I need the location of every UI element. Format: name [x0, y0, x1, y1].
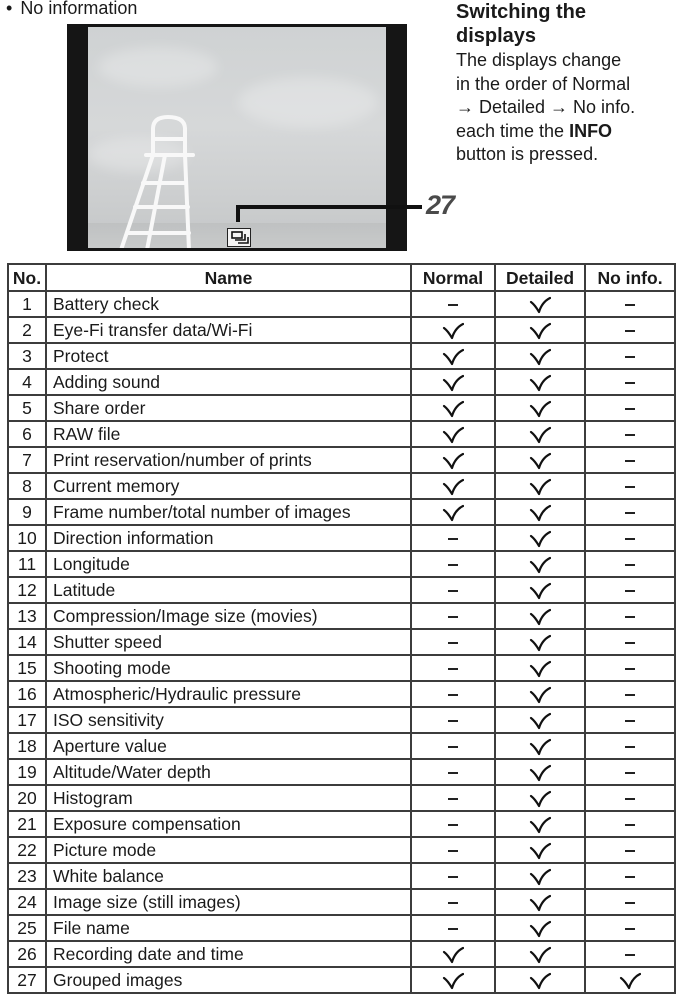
normal-cell — [411, 967, 495, 993]
check-icon — [529, 320, 551, 339]
camera-display-illustration — [67, 24, 407, 251]
no-info-cell — [585, 889, 675, 915]
no-info-cell — [585, 759, 675, 785]
callout-number: 27 — [426, 190, 455, 220]
dash-icon — [448, 746, 458, 748]
normal-cell — [411, 759, 495, 785]
dash-icon — [625, 590, 635, 592]
detailed-cell — [495, 629, 585, 655]
dash-icon — [625, 642, 635, 644]
row-name: RAW file — [46, 421, 411, 447]
dash-icon — [625, 902, 635, 904]
check-icon — [529, 736, 551, 755]
check-icon — [529, 476, 551, 495]
row-number: 5 — [8, 395, 46, 421]
normal-cell — [411, 369, 495, 395]
note-title — [456, 0, 676, 48]
check-icon — [442, 398, 464, 417]
check-icon — [442, 372, 464, 391]
no-info-cell — [585, 733, 675, 759]
dash-icon — [625, 850, 635, 852]
dash-icon — [448, 902, 458, 904]
dash-icon — [625, 772, 635, 774]
check-icon — [529, 684, 551, 703]
row-number: 2 — [8, 317, 46, 343]
dash-icon — [625, 564, 635, 566]
no-info-cell — [585, 343, 675, 369]
dash-icon — [448, 850, 458, 852]
dash-icon — [625, 746, 635, 748]
table-row — [8, 837, 675, 863]
row-number: 14 — [8, 629, 46, 655]
row-name: Histogram — [46, 785, 411, 811]
table-row — [8, 395, 675, 421]
detailed-cell — [495, 447, 585, 473]
table-row — [8, 733, 675, 759]
check-icon — [529, 580, 551, 599]
normal-cell — [411, 863, 495, 889]
detailed-cell — [495, 785, 585, 811]
detailed-cell — [495, 915, 585, 941]
check-icon — [619, 970, 641, 989]
dash-icon — [625, 538, 635, 540]
row-number: 19 — [8, 759, 46, 785]
normal-cell — [411, 343, 495, 369]
no-info-cell — [585, 707, 675, 733]
dash-icon — [625, 720, 635, 722]
check-icon — [529, 450, 551, 469]
no-info-cell — [585, 915, 675, 941]
check-icon — [529, 814, 551, 833]
normal-cell — [411, 707, 495, 733]
dash-icon — [625, 330, 635, 332]
no-info-cell — [585, 837, 675, 863]
table-row — [8, 421, 675, 447]
check-icon — [529, 606, 551, 625]
dash-icon — [448, 590, 458, 592]
row-name: Shooting mode — [46, 655, 411, 681]
dash-icon — [625, 460, 635, 462]
detailed-cell — [495, 707, 585, 733]
normal-cell — [411, 655, 495, 681]
detailed-cell — [495, 889, 585, 915]
bullet-dot: • — [6, 0, 13, 18]
detailed-cell — [495, 499, 585, 525]
check-icon — [529, 892, 551, 911]
no-info-cell — [585, 421, 675, 447]
row-number: 20 — [8, 785, 46, 811]
row-name: Picture mode — [46, 837, 411, 863]
detailed-cell — [495, 421, 585, 447]
no-info-cell — [585, 967, 675, 993]
normal-cell — [411, 603, 495, 629]
normal-cell — [411, 317, 495, 343]
dash-icon — [625, 824, 635, 826]
row-name: Print reservation/number of prints — [46, 447, 411, 473]
table-row — [8, 681, 675, 707]
detailed-cell — [495, 967, 585, 993]
dash-icon — [625, 408, 635, 410]
dash-icon — [625, 876, 635, 878]
dash-icon — [448, 876, 458, 878]
detailed-cell — [495, 681, 585, 707]
dash-icon — [448, 694, 458, 696]
check-icon — [529, 658, 551, 677]
table-row — [8, 343, 675, 369]
table-row — [8, 759, 675, 785]
dash-icon — [625, 694, 635, 696]
row-number: 9 — [8, 499, 46, 525]
normal-cell — [411, 811, 495, 837]
table-row — [8, 577, 675, 603]
dash-icon — [625, 304, 635, 306]
dash-icon — [625, 668, 635, 670]
row-name: Altitude/Water depth — [46, 759, 411, 785]
no-info-cell — [585, 863, 675, 889]
normal-cell — [411, 525, 495, 551]
check-icon — [529, 502, 551, 521]
no-info-cell — [585, 525, 675, 551]
row-name: White balance — [46, 863, 411, 889]
check-icon — [529, 294, 551, 313]
table-row — [8, 525, 675, 551]
cloud — [98, 47, 218, 87]
dash-icon — [448, 772, 458, 774]
no-info-cell — [585, 603, 675, 629]
row-number: 1 — [8, 291, 46, 317]
detailed-cell — [495, 603, 585, 629]
table-row — [8, 551, 675, 577]
no-info-cell — [585, 395, 675, 421]
row-number: 12 — [8, 577, 46, 603]
row-name: Image size (still images) — [46, 889, 411, 915]
normal-cell — [411, 577, 495, 603]
check-icon — [529, 866, 551, 885]
table-row — [8, 629, 675, 655]
detailed-cell — [495, 473, 585, 499]
note-body — [456, 49, 676, 167]
row-name: ISO sensitivity — [46, 707, 411, 733]
row-number: 23 — [8, 863, 46, 889]
table-row — [8, 967, 675, 993]
dash-icon — [625, 798, 635, 800]
table-row — [8, 369, 675, 395]
check-icon — [529, 372, 551, 391]
row-number: 17 — [8, 707, 46, 733]
dash-icon — [625, 434, 635, 436]
row-name: Exposure compensation — [46, 811, 411, 837]
dash-icon — [448, 304, 458, 306]
check-icon — [442, 346, 464, 365]
table-row — [8, 915, 675, 941]
normal-cell — [411, 447, 495, 473]
no-info-cell — [585, 785, 675, 811]
normal-cell — [411, 291, 495, 317]
row-number: 24 — [8, 889, 46, 915]
check-icon — [442, 944, 464, 963]
callout-line-horizontal — [236, 205, 422, 209]
detailed-cell — [495, 343, 585, 369]
normal-cell — [411, 733, 495, 759]
row-name: Eye-Fi transfer data/Wi-Fi — [46, 317, 411, 343]
row-number: 18 — [8, 733, 46, 759]
no-info-cell — [585, 473, 675, 499]
row-number: 22 — [8, 837, 46, 863]
row-number: 27 — [8, 967, 46, 993]
table-row — [8, 603, 675, 629]
row-number: 16 — [8, 681, 46, 707]
note-body-line: in the order of Normal — [456, 73, 631, 94]
check-icon — [529, 970, 551, 989]
switching-displays-note — [456, 0, 676, 167]
check-icon — [442, 320, 464, 339]
normal-cell — [411, 499, 495, 525]
normal-cell — [411, 837, 495, 863]
check-icon — [529, 944, 551, 963]
row-name: Aperture value — [46, 733, 411, 759]
note-body-line: → Detailed → No info. — [456, 97, 636, 117]
detailed-cell — [495, 733, 585, 759]
row-name: Longitude — [46, 551, 411, 577]
check-icon — [529, 528, 551, 547]
row-number: 25 — [8, 915, 46, 941]
check-icon — [442, 476, 464, 495]
detailed-cell — [495, 369, 585, 395]
detailed-cell — [495, 525, 585, 551]
detailed-cell — [495, 941, 585, 967]
header-no-info: No info. — [585, 264, 675, 291]
check-icon — [529, 632, 551, 651]
check-icon — [529, 918, 551, 937]
row-name: File name — [46, 915, 411, 941]
normal-cell — [411, 941, 495, 967]
normal-cell — [411, 551, 495, 577]
header-normal: Normal — [411, 264, 495, 291]
check-icon — [529, 710, 551, 729]
dash-icon — [448, 824, 458, 826]
normal-cell — [411, 681, 495, 707]
normal-cell — [411, 421, 495, 447]
no-info-cell — [585, 369, 675, 395]
no-info-cell — [585, 291, 675, 317]
normal-cell — [411, 629, 495, 655]
row-name: Compression/Image size (movies) — [46, 603, 411, 629]
normal-cell — [411, 785, 495, 811]
detailed-cell — [495, 317, 585, 343]
dash-icon — [448, 928, 458, 930]
no-info-cell — [585, 447, 675, 473]
check-icon — [442, 502, 464, 521]
no-info-cell — [585, 941, 675, 967]
row-name: Current memory — [46, 473, 411, 499]
normal-cell — [411, 395, 495, 421]
row-name: Share order — [46, 395, 411, 421]
detailed-cell — [495, 395, 585, 421]
detailed-cell — [495, 577, 585, 603]
no-info-cell — [585, 551, 675, 577]
dash-icon — [448, 720, 458, 722]
detailed-cell — [495, 291, 585, 317]
check-icon — [529, 346, 551, 365]
check-icon — [529, 840, 551, 859]
row-number: 4 — [8, 369, 46, 395]
note-title-line: Switching the — [456, 1, 586, 23]
row-name: Recording date and time — [46, 941, 411, 967]
dash-icon — [625, 954, 635, 956]
table-row — [8, 499, 675, 525]
row-name: Adding sound — [46, 369, 411, 395]
info-button-label: INFO — [569, 120, 613, 141]
row-number: 21 — [8, 811, 46, 837]
detailed-cell — [495, 863, 585, 889]
row-name: Frame number/total number of images — [46, 499, 411, 525]
no-info-cell — [585, 811, 675, 837]
dash-icon — [625, 382, 635, 384]
row-number: 10 — [8, 525, 46, 551]
dash-icon — [448, 668, 458, 670]
check-icon — [442, 424, 464, 443]
table-row — [8, 447, 675, 473]
cloud — [238, 77, 378, 127]
bullet-text: No information — [20, 0, 138, 18]
note-title-line: displays — [456, 25, 537, 47]
table-row — [8, 707, 675, 733]
row-name: Grouped images — [46, 967, 411, 993]
table-row — [8, 655, 675, 681]
row-number: 3 — [8, 343, 46, 369]
table-row — [8, 863, 675, 889]
dash-icon — [448, 616, 458, 618]
no-info-cell — [585, 655, 675, 681]
no-info-cell — [585, 317, 675, 343]
dash-icon — [625, 356, 635, 358]
row-name: Protect — [46, 343, 411, 369]
dash-icon — [448, 642, 458, 644]
dash-icon — [625, 616, 635, 618]
check-icon — [442, 450, 464, 469]
dash-icon — [448, 538, 458, 540]
table-row — [8, 785, 675, 811]
note-body-line: each time the — [456, 120, 570, 141]
no-info-cell — [585, 629, 675, 655]
normal-cell — [411, 889, 495, 915]
header-detailed: Detailed — [495, 264, 585, 291]
note-body-line: The displays change — [456, 50, 622, 70]
detailed-cell — [495, 759, 585, 785]
check-icon — [529, 398, 551, 417]
dash-icon — [625, 928, 635, 930]
row-number: 7 — [8, 447, 46, 473]
table-row — [8, 291, 675, 317]
row-number: 26 — [8, 941, 46, 967]
grouped-images-icon — [227, 228, 251, 247]
no-info-cell — [585, 577, 675, 603]
check-icon — [529, 424, 551, 443]
dash-icon — [625, 486, 635, 488]
table-row — [8, 941, 675, 967]
row-name: Atmospheric/Hydraulic pressure — [46, 681, 411, 707]
header-name: Name — [46, 264, 411, 291]
row-number: 13 — [8, 603, 46, 629]
no-info-cell — [585, 499, 675, 525]
row-name: Battery check — [46, 291, 411, 317]
normal-cell — [411, 915, 495, 941]
row-number: 11 — [8, 551, 46, 577]
detailed-cell — [495, 811, 585, 837]
normal-cell — [411, 473, 495, 499]
row-name: Latitude — [46, 577, 411, 603]
check-icon — [529, 554, 551, 573]
check-icon — [529, 762, 551, 781]
display-items-table — [7, 263, 676, 994]
check-icon — [529, 788, 551, 807]
row-number: 15 — [8, 655, 46, 681]
check-icon — [442, 970, 464, 989]
note-body-line: button is pressed. — [456, 144, 599, 164]
row-number: 8 — [8, 473, 46, 499]
section-bullet — [6, 0, 137, 19]
table-row — [8, 811, 675, 837]
dash-icon — [448, 798, 458, 800]
row-number: 6 — [8, 421, 46, 447]
dash-icon — [625, 512, 635, 514]
row-name: Shutter speed — [46, 629, 411, 655]
row-name: Direction information — [46, 525, 411, 551]
detailed-cell — [495, 655, 585, 681]
detailed-cell — [495, 551, 585, 577]
lifeguard-chair-illustration — [113, 115, 213, 248]
table-row — [8, 317, 675, 343]
table-row — [8, 473, 675, 499]
table-row — [8, 889, 675, 915]
header-no: No. — [8, 264, 46, 291]
no-info-cell — [585, 681, 675, 707]
detailed-cell — [495, 837, 585, 863]
table-header-row — [8, 264, 675, 291]
dash-icon — [448, 564, 458, 566]
